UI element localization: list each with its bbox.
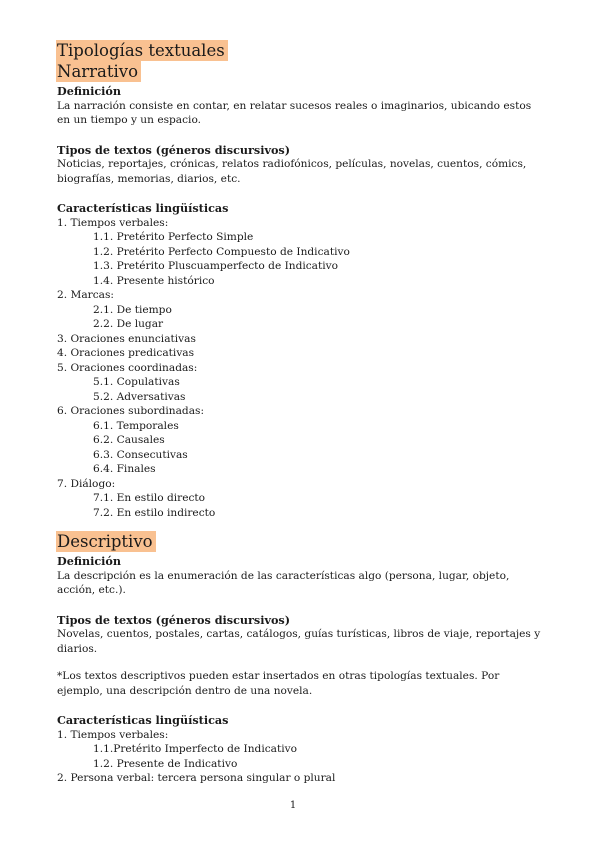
list-item: 4. Oraciones predicativas — [57, 347, 195, 359]
list-item: 1.3. Pretérito Pluscuamperfecto de Indicativo — [93, 260, 339, 272]
narrativo-features-label: Características lingüísticas — [57, 201, 229, 215]
list-item: 7. Diálogo: — [57, 477, 116, 490]
descriptivo-types-label: Tipos de textos (géneros discursivos) — [57, 612, 291, 627]
list-item: 1.4. Presente histórico — [93, 274, 215, 287]
descriptivo-features-list — [57, 728, 547, 786]
list-item: 6.2. Causales — [93, 434, 165, 446]
descriptivo-definition-label: Definición — [57, 554, 121, 568]
document-title: Tipologías textuales — [57, 40, 547, 61]
list-item: 1.1. Pretérito Perfecto Simple — [93, 231, 254, 243]
list-item: 5.2. Adversativas — [93, 390, 186, 403]
narrativo-definition-label: Definición — [57, 84, 121, 98]
list-item: 1. Tiempos verbales: — [57, 728, 169, 741]
list-item: 6.4. Finales — [93, 463, 156, 475]
list-item: 5. Oraciones coordinadas: — [57, 361, 198, 374]
list-item: 1.2. Pretérito Perfecto Compuesto de Indicativo — [93, 245, 350, 258]
narrativo-types-label: Tipos de textos (géneros discursivos) — [57, 142, 291, 157]
list-item: 1. Tiempos verbales: — [57, 216, 169, 229]
list-item: 2. Persona verbal: tercera persona singular o plural — [57, 772, 336, 784]
list-item: 1.1.Pretérito Imperfecto de Indicativo — [93, 743, 297, 755]
list-item: 7.1. En estilo directo — [93, 492, 206, 504]
list-item: 3. Oraciones enunciativas — [57, 332, 196, 345]
list-item: 2.1. De tiempo — [93, 303, 172, 316]
narrativo-features-list — [57, 216, 547, 521]
page-number: 1 — [289, 800, 297, 811]
section-heading-descriptivo: Descriptivo — [57, 531, 547, 552]
document-page — [57, 40, 547, 786]
descriptivo-types-text: Novelas, cuentos, postales, cartas, catálogos, guías turísticas, libros de viaje, reportajes y diarios. — [57, 628, 541, 655]
narrativo-types-text: Noticias, reportajes, crónicas, relatos radiofónicos, películas, novelas, cuentos, cómics, biografías, memorias, diarios, etc. — [57, 158, 527, 185]
descriptivo-note: *Los textos descriptivos pueden estar insertados en otras tipologías textuales. Por ejemplo, una descripción dentro de una novela. — [57, 670, 500, 697]
list-item: 6.3. Consecutivas — [93, 448, 188, 461]
list-item: 2. Marcas: — [57, 289, 114, 301]
descriptivo-features-label: Características lingüísticas — [57, 713, 229, 727]
list-item: 6. Oraciones subordinadas: — [57, 405, 205, 417]
list-item: 7.2. En estilo indirecto — [93, 506, 216, 519]
section-heading-narrativo: Narrativo — [57, 61, 547, 82]
list-item: 5.1. Copulativas — [93, 376, 180, 388]
list-item: 2.2. De lugar — [93, 318, 164, 330]
list-item: 6.1. Temporales — [93, 419, 179, 432]
narrativo-definition-text: La narración consiste en contar, en relatar sucesos reales o imaginarios, ubicando estos en un tiempo y un espacio. — [57, 99, 532, 126]
list-item: 1.2. Presente de Indicativo — [93, 757, 238, 770]
descriptivo-definition-text: La descripción es la enumeración de las características algo (persona, lugar, objeto, acción, etc.). — [57, 569, 510, 596]
